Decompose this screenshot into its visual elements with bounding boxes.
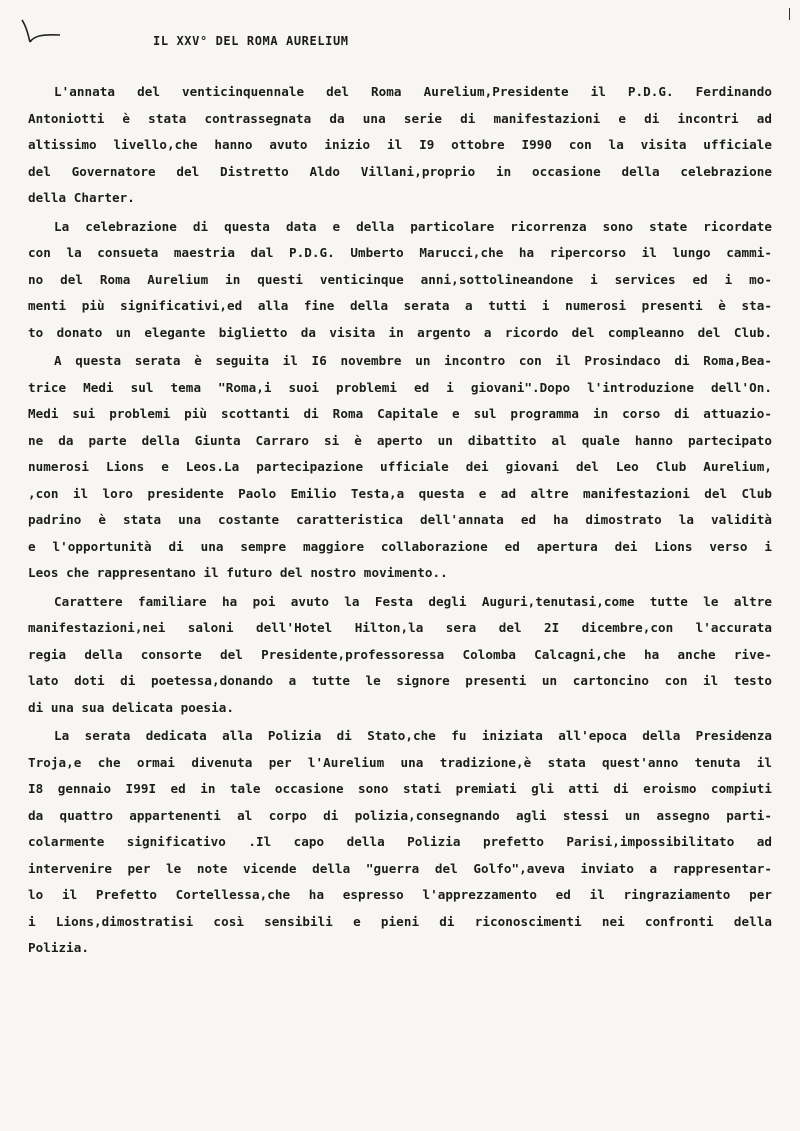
text-line: Carattere familiare ha poi avuto la Festa degli Auguri,tenutasi,come tutte le altre [54,593,772,609]
text-line: no del Roma Aurelium in questi venticinque anni,sottolineandone i services ed i mo- [28,271,772,287]
text-line: intervenire per le note vicende della "guerra del Golfo",aveva inviato a rappresentar- [28,860,772,876]
text-line: numerosi Lions e Leos.La partecipazione ufficiale dei giovani del Leo Club Aurelium, [28,459,772,474]
text-line: lato doti di poetessa,donando a tutte le signore presenti un cartoncino con il testo [28,673,772,688]
text-line: menti più significativi,ed alla fine della serata a tutti i numerosi presenti è sta- [28,298,772,313]
document-title: IL XXV° DEL ROMA AURELIUM [153,34,349,48]
text-line: I8 gennaio I99I ed in tale occasione sono stati premiati gli atti di eroismo compiuti [28,781,772,796]
margin-dash-mark [738,736,750,737]
text-line: Leos che rappresentano il futuro del nostro movimento.. [28,565,448,580]
text-line: del Governatore del Distretto Aldo Villani,proprio in occasione della celebrazione [28,163,772,179]
text-line: altissimo livello,che hanno avuto inizio il I9 ottobre I990 con la visita ufficiale [28,137,772,152]
text-line: L'annata del venticinquennale del Roma Aurelium,Presidente il P.D.G. Ferdinando [54,84,772,99]
text-line: con la consueta maestria dal P.D.G. Umberto Marucci,che ha ripercorso il lungo cammi- [28,245,772,260]
edge-mark [789,8,794,20]
text-line: padrino è stata una costante caratteristica dell'annata ed ha dimostrato la validità [28,512,772,527]
text-line: La serata dedicata alla Polizia di Stato,che fu iniziata all'epoca della Presidenza [54,728,772,743]
text-line: regia della consorte del Presidente,professoressa Colomba Calcagni,che ha anche rive- [28,646,772,662]
text-line: Polizia. [28,940,90,955]
text-line: colarmente significativo .Il capo della Polizia prefetto Parisi,impossibilitato ad [28,834,772,849]
text-line: della Charter. [28,190,135,205]
text-line: Medi sui problemi più scottanti di Roma Capitale e sul programma in corso di attuazio- [28,406,772,421]
text-line: manifestazioni,nei saloni dell'Hotel Hilton,la sera del 2I dicembre,con l'accurata [28,620,772,635]
text-line: ne da parte della Giunta Carraro si è aperto un dibattito al quale hanno partecipato [28,432,772,448]
text-line: ,con il loro presidente Paolo Emilio Testa,a questa e ad altre manifestazioni del Club [28,485,772,501]
text-line: di una sua delicata poesia. [28,699,235,715]
text-line: lo il Prefetto Cortellessa,che ha espresso l'apprezzamento ed il ringraziamento per [28,887,772,902]
text-line: Antoniotti è stata contrassegnata da una serie di manifestazioni e di incontri ad [28,110,772,126]
text-line: da quattro appartenenti al corpo di polizia,consegnando agli stessi un assegno parti- [28,807,772,823]
text-line: Troja,e che ormai divenuta per l'Aurelium una tradizione,è stata quest'anno tenuta il [28,754,772,770]
text-line: A questa serata è seguita il I6 novembre un incontro con il Prosindaco di Roma,Bea- [54,353,772,368]
text-line: e l'opportunità di una sempre maggiore collaborazione ed apertura dei Lions verso i [28,538,772,554]
text-line: trice Medi sul tema "Roma,i suoi problemi ed i giovani".Dopo l'introduzione dell'On. [28,379,772,395]
document-body [28,79,772,962]
text-line: to donato un elegante biglietto da visita in argento a ricordo del compleanno del Club. [28,324,772,340]
text-line: i Lions,dimostratisi così sensibili e pieni di riconoscimenti nei confronti della [28,913,772,929]
handwritten-corner-mark [18,14,64,48]
text-line: La celebrazione di questa data e della particolare ricorrenza sono state ricordate [54,218,772,234]
